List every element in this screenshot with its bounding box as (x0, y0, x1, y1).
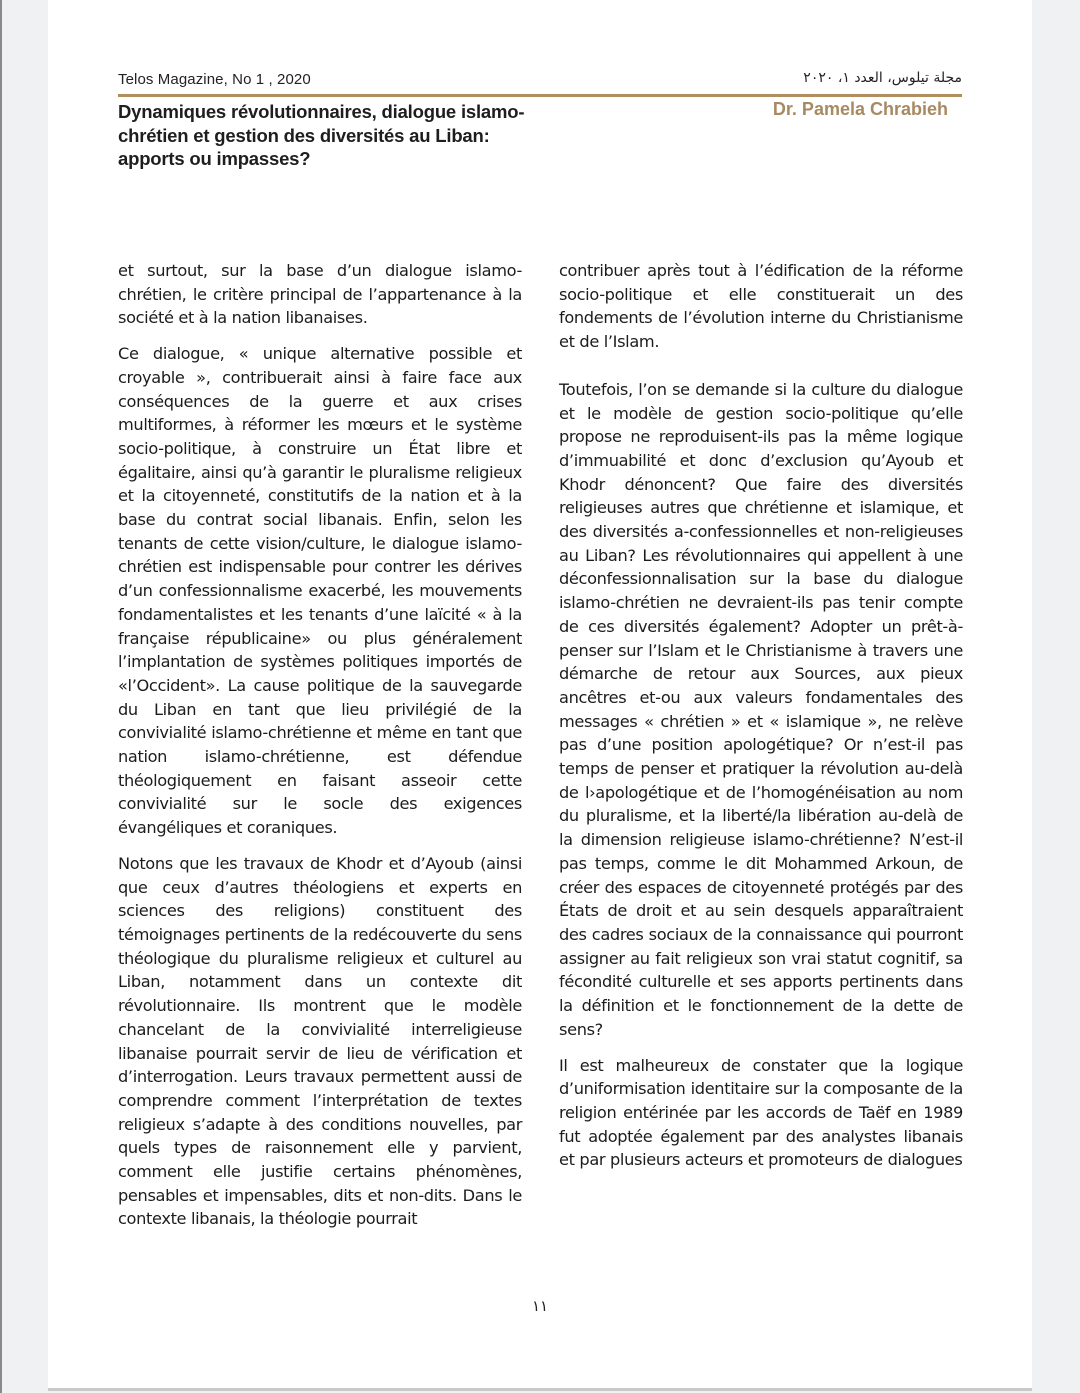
article-author: Dr. Pamela Chrabieh (772, 99, 948, 119)
paragraph: Notons que les travaux de Khodr et d’Ayoub (ainsi que ceux d’autres théologiens et experts en sciences des religions) constituent des témoignages pertinents de la redécouverte du sens théologique du pluralisme religieux et culturel au Liban, notamment dans un contexte dit révolutionnaire. Ils montrent que le modèle chancelant de la convivialité interreligieuse libanaise pourrait servir de lieu de vérification et d’interrogation. Leurs travaux permettent aussi de comprendre comment l’interprétation de textes religieux s’adapte à des conditions nouvelles, par quels types de raisonnement elle y parvient, comment elle justifie certains phénomènes, pensables et impensables, dits et non-dits. Dans le contexte libanais, la théologie pourrait (118, 853, 522, 1229)
page-number: ١١ (532, 1297, 549, 1315)
running-header (118, 70, 962, 94)
paragraph: et surtout, sur la base d’un dialogue islamo-chrétien, le critère principal de l’appartenance à la société et à la nation libanaises. (118, 261, 522, 328)
text-column-left (118, 259, 522, 1243)
article-title: Dynamiques révolutionnaires, dialogue islamo-chrétien et gestion des diversités au Liban: apports ou impasses? (118, 101, 525, 169)
paragraph: Ce dialogue, « unique alternative possible et croyable », contribuerait ainsi à faire face aux conséquences de la guerre et aux crises multiformes, à réformer les mœurs et le système socio-politique, à construire un État libre et égalitaire, ainsi qu’à garantir le pluralisme religieux et la citoyenneté, constitutifs de la nation et à la base du contrat social libanais. Enfin, selon les tenants de cette vision/culture, le dialogue islamo-chrétien est indispensable pour contrer les dérives d’un confessionnalisme exacerbé, les mouvements fondamentalistes et les tenants d’une laïcité « à la française républicaine» ou plus généralement l’implantation de systèmes politiques importés de «l’Occident». La cause politique de la sauvegarde du Liban en tant que lieu privilégié de la convivialité islamo-chrétienne et même en tant que nation islamo-chrétienne, est défendue théologiquement en faisant asseoir cette convivialité sur le socle des exigences évangéliques et coraniques. (118, 344, 522, 838)
paragraph: Il est malheureux de constater que la logique d’uniformisation identitaire sur la composante de la religion entérinée par les accords de Taëf en 1989 fut adoptée également par des analystes libanais et par plusieurs acteurs et promoteurs de dialogues (559, 1055, 963, 1170)
paragraph: Toutefois, l’on se demande si la culture du dialogue et le modèle de gestion socio-politique qu’elle propose ne reproduisent-ils pas la même logique d’immuabilité et donc d’exclusion qu’Ayoub et Khodr dénoncent? Que faire des diversités religieuses autres que chrétienne et islamique, et des diversités a-confessionnelles et non-religieuses au Liban? Les révolutionnaires qui appellent à une déconfessionnalisation sur la base du dialogue islamo-chrétien ne devraient-ils pas tenir compte de ces diversités également? Adopter un prêt-à-penser sur l’Islam et le Christianisme à travers une démarche de retour aux Sources, aux pieux ancêtres et-ou aux valeurs fondamentales des messages « chrétien » et « islamique », ne relève pas d’une position apologétique? Or n’est-il pas temps de penser et pratiquer la révolution au-delà de l›apologétique et de l’homogénéisation au nom du pluralisme, et la liberté/la libération au-delà de la dimension religieuse islamo-chrétienne? N’est-il pas temps, comme le dit Mohammed Arkoun, de créer des espaces de citoyenneté protégés par des États de droit et au sein desquels apparaîtraient des cadres sociaux de la connaissance qui pourront assigner au fait religieux son vrai statut cognitif, sa fécondité culturelle et ses apports pertinents dans la définition et le fonctionnement de la dette de sens? (559, 379, 963, 1039)
document-page (48, 0, 1032, 1391)
paragraph: contribuer après tout à l’édification de la réforme socio-politique et elle constituerait un des fondements de l’évolution interne du Christianisme et de l’Islam. (559, 261, 963, 352)
header-divider (118, 94, 962, 97)
magazine-citation-arabic: مجلة تيلوس، العدد ١، ٢٠٢٠ (803, 70, 962, 86)
text-column-right (559, 259, 963, 1184)
viewer-left-edge (0, 0, 2, 1393)
magazine-citation: Telos Magazine, No 1 , 2020 (118, 71, 311, 88)
